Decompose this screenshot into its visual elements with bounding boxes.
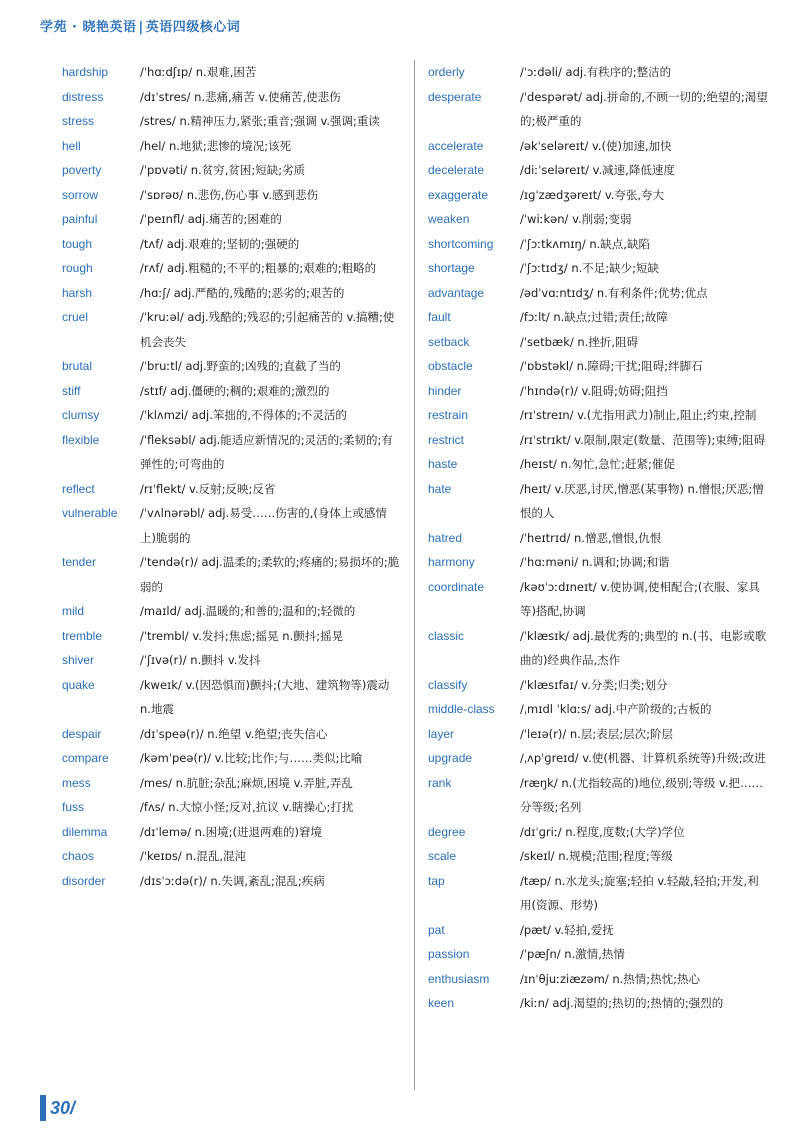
vocab-definition: /ˈpeɪnfl/ adj.痛苦的;困难的 <box>140 212 282 226</box>
vocab-entry <box>62 158 402 183</box>
vocab-entry <box>62 746 402 771</box>
vocab-entry <box>62 60 402 85</box>
vocab-entry <box>428 550 768 575</box>
vocab-entry <box>62 501 402 550</box>
vocab-definition: /ˈkeɪɒs/ n.混乱,混沌 <box>140 849 247 863</box>
vocab-definition: /kweɪk/ v.(因恐惧而)颤抖;(大地、建筑物等)震动 n.地震 <box>140 677 390 716</box>
vocab-definition: /rɪˈstreɪn/ v.(尤指用武力)制止,阻止;约束,控制 <box>520 408 757 422</box>
vocab-entry <box>62 379 402 404</box>
vocab-definition: /kiːn/ adj.渴望的;热切的;热情的;强烈的 <box>520 996 724 1010</box>
vocab-word: harsh <box>62 285 93 300</box>
vocab-word: restrict <box>428 432 464 447</box>
vocab-definition: /tʌf/ adj.艰难的;坚韧的;强硬的 <box>140 236 300 251</box>
column-divider <box>414 60 415 1090</box>
vocab-entry <box>428 60 768 85</box>
vocab-word: weaken <box>428 212 470 226</box>
vocab-word: quake <box>62 677 95 692</box>
vocab-word: pat <box>428 922 445 937</box>
vocab-entry <box>428 330 768 355</box>
vocab-word: passion <box>428 947 470 961</box>
vocab-word: keen <box>428 996 455 1010</box>
vocab-definition: /ˌʌpˈɡreɪd/ v.使(机器、计算机系统等)升级;改进 <box>520 751 766 765</box>
vocab-definition: /ˈleɪə(r)/ n.层;表层;层次;阶层 <box>520 726 673 741</box>
vocab-definition: /ˈbruːtl/ adj.野蛮的;凶残的;直截了当的 <box>140 359 341 373</box>
vocab-definition: /pæt/ v.轻拍,爱抚 <box>520 922 614 937</box>
vocab-definition: /dɪˈɡriː/ n.程度,度数;(大学)学位 <box>520 824 685 839</box>
vocab-definition: /stres/ n.精神压力,紧张;重音;强调 v.强调;重读 <box>140 114 380 128</box>
vocab-definition: /skeɪl/ n.规模;范围;程度;等级 <box>520 849 673 863</box>
vocab-definition: /dɪˈspeə(r)/ n.绝望 v.绝望;丧失信心 <box>140 726 328 741</box>
vocab-definition: /mes/ n.肮脏;杂乱;麻烦,困境 v.弄脏,弄乱 <box>140 775 353 790</box>
vocab-definition: /ˈʃɪvə(r)/ n.颤抖 v.发抖 <box>140 653 261 667</box>
vocab-definition: /ˈtrembl/ v.发抖;焦虑;摇晃 n.颤抖;摇晃 <box>140 628 344 643</box>
vocab-definition: /hɑːʃ/ adj.严酷的,残酷的;恶劣的;艰苦的 <box>140 285 345 300</box>
vocab-word: mild <box>62 604 85 618</box>
vocab-word: reflect <box>62 481 95 496</box>
vocab-word: hatred <box>428 530 463 545</box>
vocab-word: tremble <box>62 628 103 643</box>
vocab-word: cruel <box>62 310 89 324</box>
vocab-definition: /kəʊˈɔːdɪneɪt/ v.使协调,使相配合;(衣服、家具等)搭配,协调 <box>520 579 760 618</box>
vocab-definition: /ˈwiːkən/ v.削弱;变弱 <box>520 212 632 226</box>
vocab-definition: /fɔːlt/ n.缺点;过错;责任;故障 <box>520 310 668 324</box>
vocab-entry <box>62 354 402 379</box>
vocab-entry <box>62 281 402 306</box>
vocab-entry <box>428 85 768 134</box>
vocab-definition: /dɪˈstres/ n.悲痛,痛苦 v.使痛苦,使悲伤 <box>140 89 341 104</box>
vocab-entry <box>62 722 402 747</box>
vocab-definition: /rʌf/ adj.粗糙的;不平的;粗暴的;艰难的;粗略的 <box>140 261 377 275</box>
vocab-definition: /dɪˈlemə/ n.困境;(进退两难的)窘境 <box>140 824 322 839</box>
vocab-entry <box>428 281 768 306</box>
vocab-word: tough <box>62 236 93 251</box>
vocab-word: exaggerate <box>428 187 489 202</box>
vocab-definition: /ˈpɒvəti/ n.贫穷,贫困;短缺;劣质 <box>140 163 306 177</box>
vocab-definition: /ˈʃɔːtɪdʒ/ n.不足;缺少;短缺 <box>520 261 660 275</box>
vocab-entry <box>428 183 768 208</box>
vocab-entry <box>62 771 402 796</box>
right-column <box>428 60 768 1016</box>
header-brand: 学苑 · 晓艳英语 <box>40 20 137 35</box>
vocab-entry <box>428 428 768 453</box>
vocab-word: stiff <box>62 383 81 398</box>
vocab-definition: /kəmˈpeə(r)/ v.比较;比作;与……类似;比喻 <box>140 751 363 765</box>
vocab-definition: /ˈpæʃn/ n.激情,热情 <box>520 947 625 961</box>
vocab-word: classic <box>428 628 465 643</box>
vocab-definition: /ɪnˈθjuːziæzəm/ n.热情;热忱;热心 <box>520 971 701 986</box>
vocab-word: layer <box>428 726 455 741</box>
vocab-entry <box>428 134 768 159</box>
vocab-entry <box>428 575 768 624</box>
vocab-word: classify <box>428 677 468 692</box>
vocab-word: rough <box>62 261 93 275</box>
vocab-entry <box>428 967 768 992</box>
vocab-definition: /ˈheɪtrɪd/ n.憎恶,憎恨,仇恨 <box>520 530 662 545</box>
vocab-word: setback <box>428 334 470 349</box>
vocab-word: accelerate <box>428 138 484 153</box>
vocab-word: clumsy <box>62 408 100 422</box>
vocab-word: haste <box>428 457 458 471</box>
vocab-definition: /ˈɒbstəkl/ n.障碍;干扰;阻碍;绊脚石 <box>520 359 703 373</box>
vocab-entry <box>62 109 402 134</box>
vocab-word: rank <box>428 775 452 790</box>
vocab-entry <box>428 697 768 722</box>
vocab-word: vulnerable <box>62 506 118 520</box>
header-separator: | <box>138 20 144 35</box>
vocab-entry <box>428 722 768 747</box>
vocab-definition: /ˈhɪndə(r)/ v.阻碍;妨碍;阻挡 <box>520 383 668 398</box>
vocab-word: fuss <box>62 800 85 814</box>
vocab-word: stress <box>62 114 95 128</box>
vocab-entry <box>62 648 402 673</box>
vocab-entry <box>62 305 402 354</box>
vocab-word: chaos <box>62 849 95 863</box>
vocab-word: mess <box>62 775 91 790</box>
vocab-entry <box>62 477 402 502</box>
vocab-definition: /ˈkruːəl/ adj.残酷的;残忍的;引起痛苦的 v.搞糟;使机会丧失 <box>140 310 395 349</box>
vocab-definition: /dɪsˈɔːdə(r)/ n.失调,紊乱;混乱;疾病 <box>140 873 325 888</box>
vocab-definition: /ˈɔːdəli/ adj.有秩序的;整洁的 <box>520 65 672 79</box>
vocab-definition: /ˈklæsɪfaɪ/ v.分类;归类;划分 <box>520 677 668 692</box>
vocab-entry <box>62 134 402 159</box>
vocab-word: hinder <box>428 383 462 398</box>
vocab-word: poverty <box>62 163 102 177</box>
vocab-entry <box>428 991 768 1016</box>
page-number: 30/ <box>50 1097 76 1118</box>
vocab-word: desperate <box>428 89 482 104</box>
vocab-entry <box>428 158 768 183</box>
vocab-word: degree <box>428 824 466 839</box>
vocab-word: painful <box>62 212 98 226</box>
vocab-entry <box>62 85 402 110</box>
vocab-entry <box>62 256 402 281</box>
vocab-entry <box>428 820 768 845</box>
vocab-entry <box>428 477 768 526</box>
vocab-word: tender <box>62 555 97 569</box>
vocab-entry <box>62 599 402 624</box>
vocab-definition: /ˈtendə(r)/ adj.温柔的;柔软的;疼痛的;易损坏的;脆弱的 <box>140 555 400 594</box>
vocab-word: harmony <box>428 555 475 569</box>
vocab-entry <box>62 428 402 477</box>
vocab-entry <box>62 183 402 208</box>
vocab-word: distress <box>62 89 104 104</box>
vocab-definition: /heɪst/ n.匆忙,急忙;赶紧;催促 <box>520 457 675 471</box>
vocab-entry <box>62 820 402 845</box>
vocab-entry <box>62 550 402 599</box>
vocab-word: middle-class <box>428 702 495 716</box>
vocab-word: dilemma <box>62 824 108 839</box>
vocab-word: obstacle <box>428 359 473 373</box>
vocab-entry <box>428 526 768 551</box>
vocab-definition: /ˈsɒrəʊ/ n.悲伤,伤心事 v.感到悲伤 <box>140 187 319 202</box>
vocab-entry <box>62 844 402 869</box>
vocab-definition: /əkˈseləreɪt/ v.(使)加速,加快 <box>520 138 672 153</box>
vocab-definition: /ˈdespərət/ adj.拼命的,不顾一切的;绝望的;渴望的;极严重的 <box>520 89 768 128</box>
vocab-word: shiver <box>62 653 95 667</box>
vocab-entry <box>428 452 768 477</box>
vocab-entry <box>428 232 768 257</box>
page-number-bar <box>40 1095 46 1121</box>
vocab-definition: /ˈhɑːməni/ n.调和;协调;和谐 <box>520 555 670 569</box>
vocab-definition: /stɪf/ adj.僵硬的;稠的;艰难的;激烈的 <box>140 383 330 398</box>
vocab-word: sorrow <box>62 187 99 202</box>
vocab-definition: /ˈʃɔːtkʌmɪŋ/ n.缺点,缺陷 <box>520 236 650 251</box>
vocab-entry <box>428 844 768 869</box>
vocab-entry <box>428 771 768 820</box>
header-subtitle: 英语四级核心词 <box>145 20 241 35</box>
vocab-entry <box>428 673 768 698</box>
vocab-word: hate <box>428 481 452 496</box>
vocab-entry <box>428 256 768 281</box>
vocab-definition: /ˈklæsɪk/ adj.最优秀的;典型的 n.(书、电影或歌曲的)经典作品,杰作 <box>520 628 767 667</box>
vocab-definition: /ɪɡˈzædʒəreɪt/ v.夸张,夸大 <box>520 187 665 202</box>
vocab-word: upgrade <box>428 751 473 765</box>
vocab-entry <box>62 869 402 894</box>
vocab-entry <box>428 746 768 771</box>
vocab-word: tap <box>428 873 445 888</box>
vocab-definition: /rɪˈflekt/ v.反射;反映;反省 <box>140 481 276 496</box>
vocab-word: disorder <box>62 873 106 888</box>
vocab-definition: /ˈvʌlnərəbl/ adj.易受……伤害的,(身体上或感情上)脆弱的 <box>140 506 387 545</box>
vocab-entry <box>428 403 768 428</box>
vocab-entry <box>428 379 768 404</box>
vocab-entry <box>62 795 402 820</box>
page-footer <box>40 1095 75 1121</box>
vocab-definition: /hel/ n.地狱;悲惨的境况;该死 <box>140 138 292 153</box>
vocab-word: advantage <box>428 285 485 300</box>
vocab-word: decelerate <box>428 163 485 177</box>
vocab-definition: /maɪld/ adj.温暖的;和善的;温和的;轻微的 <box>140 604 356 618</box>
vocab-definition: /ədˈvɑːntɪdʒ/ n.有利条件;优势;优点 <box>520 285 708 300</box>
vocab-definition: /ˈsetbæk/ n.挫折,阻碍 <box>520 334 638 349</box>
vocab-word: scale <box>428 849 457 863</box>
vocab-definition: /ˌmɪdl ˈklɑːs/ adj.中产阶级的;古板的 <box>520 702 712 716</box>
vocab-word: enthusiasm <box>428 971 490 986</box>
vocab-word: hell <box>62 138 81 153</box>
vocab-entry <box>428 207 768 232</box>
vocab-entry <box>428 869 768 918</box>
vocab-entry <box>62 673 402 722</box>
vocab-entry <box>428 305 768 330</box>
vocab-entry <box>62 403 402 428</box>
vocab-entry <box>62 207 402 232</box>
vocab-entry <box>62 232 402 257</box>
vocab-definition: /tæp/ n.水龙头;旋塞;轻拍 v.轻敲,轻拍;开发,利用(资源、形势) <box>520 873 759 912</box>
vocab-definition: /heɪt/ v.厌恶,讨厌,憎恶(某事物) n.憎恨;厌恶;憎恨的人 <box>520 481 764 520</box>
vocab-word: restrain <box>428 408 469 422</box>
vocab-word: flexible <box>62 432 100 447</box>
vocab-word: coordinate <box>428 579 485 594</box>
vocab-word: hardship <box>62 65 109 79</box>
vocab-entry <box>428 624 768 673</box>
vocab-entry <box>62 624 402 649</box>
vocab-word: brutal <box>62 359 93 373</box>
vocab-word: shortage <box>428 261 475 275</box>
vocab-definition: /fʌs/ n.大惊小怪;反对,抗议 v.瞎操心;打扰 <box>140 800 354 814</box>
vocab-definition: /diːˈseləreɪt/ v.减速,降低速度 <box>520 163 675 177</box>
vocab-entry <box>428 354 768 379</box>
vocab-definition: /ˈfleksəbl/ adj.能适应新情况的;灵活的;柔韧的;有弹性的;可弯曲的 <box>140 432 393 471</box>
vocab-entry <box>428 918 768 943</box>
vocab-word: shortcoming <box>428 236 494 251</box>
vocab-definition: /ræŋk/ n.(尤指较高的)地位,级别;等级 v.把……分等级;名列 <box>520 775 764 814</box>
vocab-definition: /ˈklʌmzi/ adj.笨拙的,不得体的;不灵活的 <box>140 408 347 422</box>
vocab-word: despair <box>62 726 102 741</box>
vocab-definition: /rɪˈstrɪkt/ v.限制,限定(数量、范围等);束缚;阻碍 <box>520 432 766 447</box>
vocab-word: compare <box>62 751 109 765</box>
vocab-definition: /ˈhɑːdʃɪp/ n.艰难,困苦 <box>140 65 257 79</box>
vocab-word: fault <box>428 310 451 324</box>
vocab-entry <box>428 942 768 967</box>
left-column <box>62 60 402 893</box>
vocab-word: orderly <box>428 65 465 79</box>
page-header <box>40 16 240 35</box>
